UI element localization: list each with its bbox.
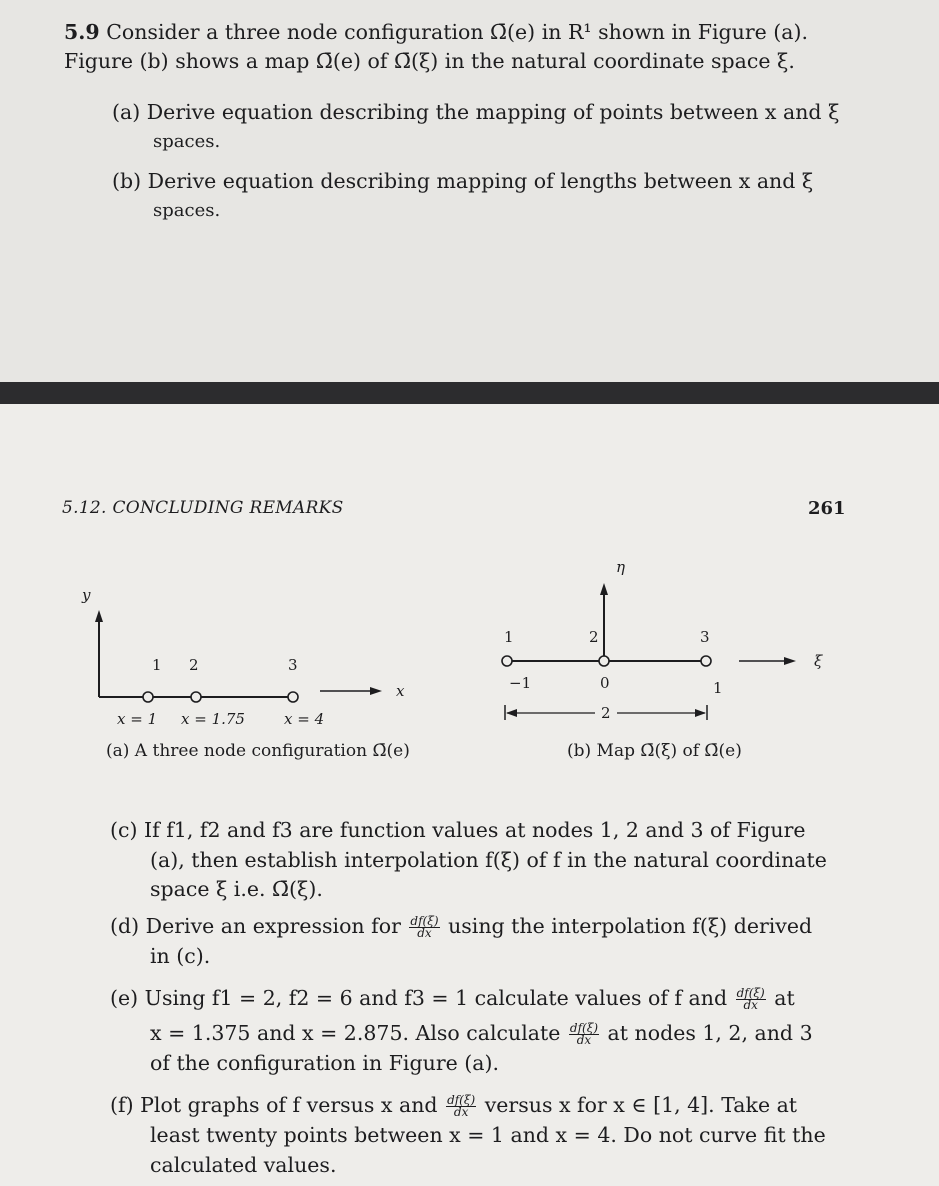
part-c-line-1 — [110, 815, 806, 845]
section-header: 5.12. CONCLUDING REMARKS — [62, 498, 344, 518]
part-d-line-1 — [110, 911, 812, 941]
problem-number: 5.9 — [64, 20, 100, 44]
xi-node-3 — [701, 656, 711, 666]
part-b-line-1 — [112, 166, 813, 196]
part-c-label: (c) — [110, 818, 138, 842]
x-axis-arrow-icon — [370, 687, 382, 695]
y-axis-arrow-icon — [95, 610, 103, 622]
part-d-line-2: in (c). — [150, 944, 211, 968]
xi-tick-label-minus-1: −1 — [509, 674, 532, 692]
part-e-line-3: of the configuration in Figure (a). — [150, 1051, 500, 1075]
node-1 — [143, 692, 153, 702]
node-label-2: 2 — [189, 656, 199, 674]
xi-tick-label-1: 1 — [713, 679, 723, 697]
xi-axis-arrow-icon — [784, 657, 796, 665]
length-left-arrow-icon — [506, 709, 517, 717]
part-d-label: (d) — [110, 914, 140, 938]
xi-tick-label-0: 0 — [600, 674, 610, 692]
problem-text-1: Consider a three node configuration Ω̄(e) in R¹ shown in Figure (a). — [106, 20, 809, 44]
part-c-text-1: If f1, f2 and f3 are function values at nodes 1, 2 and 3 of Figure — [144, 818, 806, 842]
part-c-line-3: space ξ i.e. Ω̄(ξ). — [150, 877, 323, 901]
figures — [0, 540, 939, 780]
part-f-line-3: calculated values. — [150, 1153, 337, 1177]
xi-node-2 — [599, 656, 609, 666]
page-number: 261 — [808, 498, 846, 519]
coord-label-1: x = 1 — [117, 710, 158, 728]
xi-node-1 — [502, 656, 512, 666]
node-label-3: 3 — [288, 656, 298, 674]
part-b-text: Derive equation describing mapping of lengths between x and ξ — [147, 169, 814, 193]
xi-axis-label: ξ — [814, 652, 823, 670]
part-f-text-1-pre: Plot graphs of f versus x and — [140, 1093, 438, 1117]
part-a-line-1 — [112, 97, 839, 127]
node-2 — [191, 692, 201, 702]
derivative-fraction: $\frac{df(\xi)}{dx}$ — [569, 1021, 599, 1047]
part-e-line-1 — [110, 983, 795, 1013]
part-a-text: Derive equation describing the mapping of points between x and ξ — [146, 100, 840, 124]
part-e-line-2 — [150, 1018, 813, 1048]
coord-label-2: x = 1.75 — [181, 710, 245, 728]
eta-axis-label: η — [616, 558, 625, 576]
part-a-line-2: spaces. — [153, 131, 221, 152]
eta-axis-arrow-icon — [600, 583, 608, 595]
part-e-label: (e) — [110, 986, 139, 1010]
derivative-fraction: $\frac{df(\xi)}{dx}$ — [410, 914, 439, 940]
figure-b — [502, 558, 823, 761]
part-f-label: (f) — [110, 1093, 134, 1117]
xi-node-label-3: 3 — [700, 628, 710, 646]
part-e-text-2-post: at nodes 1, 2, and 3 — [607, 1021, 813, 1045]
part-b-label: (b) — [112, 169, 142, 193]
length-label: 2 — [601, 704, 611, 722]
part-a-label: (a) — [112, 100, 141, 124]
part-e-text-2-pre: x = 1.375 and x = 2.875. Also calculate — [150, 1021, 561, 1045]
y-axis-label: y — [82, 586, 91, 604]
part-e-text-1-pre: Using f1 = 2, f2 = 6 and f3 = 1 calculate values of f and — [144, 986, 728, 1010]
xi-node-label-2: 2 — [589, 628, 599, 646]
part-f-line-2: least twenty points between x = 1 and x = 4. Do not curve fit the — [150, 1123, 826, 1147]
xi-node-label-1: 1 — [504, 628, 514, 646]
x-axis-label: x — [396, 682, 405, 700]
part-b-line-2: spaces. — [153, 200, 221, 221]
part-d-text-pre: Derive an expression for — [145, 914, 401, 938]
part-c-line-2: (a), then establish interpolation f(ξ) of f in the natural coordinate — [150, 848, 827, 872]
figure-b-caption: (b) Map Ω̄(ξ) of Ω̄(e) — [567, 741, 742, 761]
figure-a-caption: (a) A three node configuration Ω̄(e) — [106, 741, 410, 761]
part-f-text-1-post: versus x for x ∈ [1, 4]. Take at — [484, 1093, 798, 1117]
derivative-fraction: $\frac{df(\xi)}{dx}$ — [736, 986, 765, 1012]
part-f-line-1 — [110, 1090, 797, 1120]
page-divider — [0, 382, 939, 404]
figure-a — [81, 586, 410, 761]
problem-line-1 — [64, 17, 808, 47]
coord-label-3: x = 4 — [284, 710, 325, 728]
node-3 — [288, 692, 298, 702]
derivative-fraction: $\frac{df(\xi)}{dx}$ — [447, 1093, 476, 1119]
node-label-1: 1 — [152, 656, 162, 674]
part-e-text-1-post: at — [774, 986, 795, 1010]
length-right-arrow-icon — [695, 709, 706, 717]
part-d-text-post: using the interpolation f(ξ) derived — [448, 914, 813, 938]
problem-line-2: Figure (b) shows a map Ω̄(e) of Ω̄(ξ) in the natural coordinate space ξ. — [64, 49, 795, 73]
